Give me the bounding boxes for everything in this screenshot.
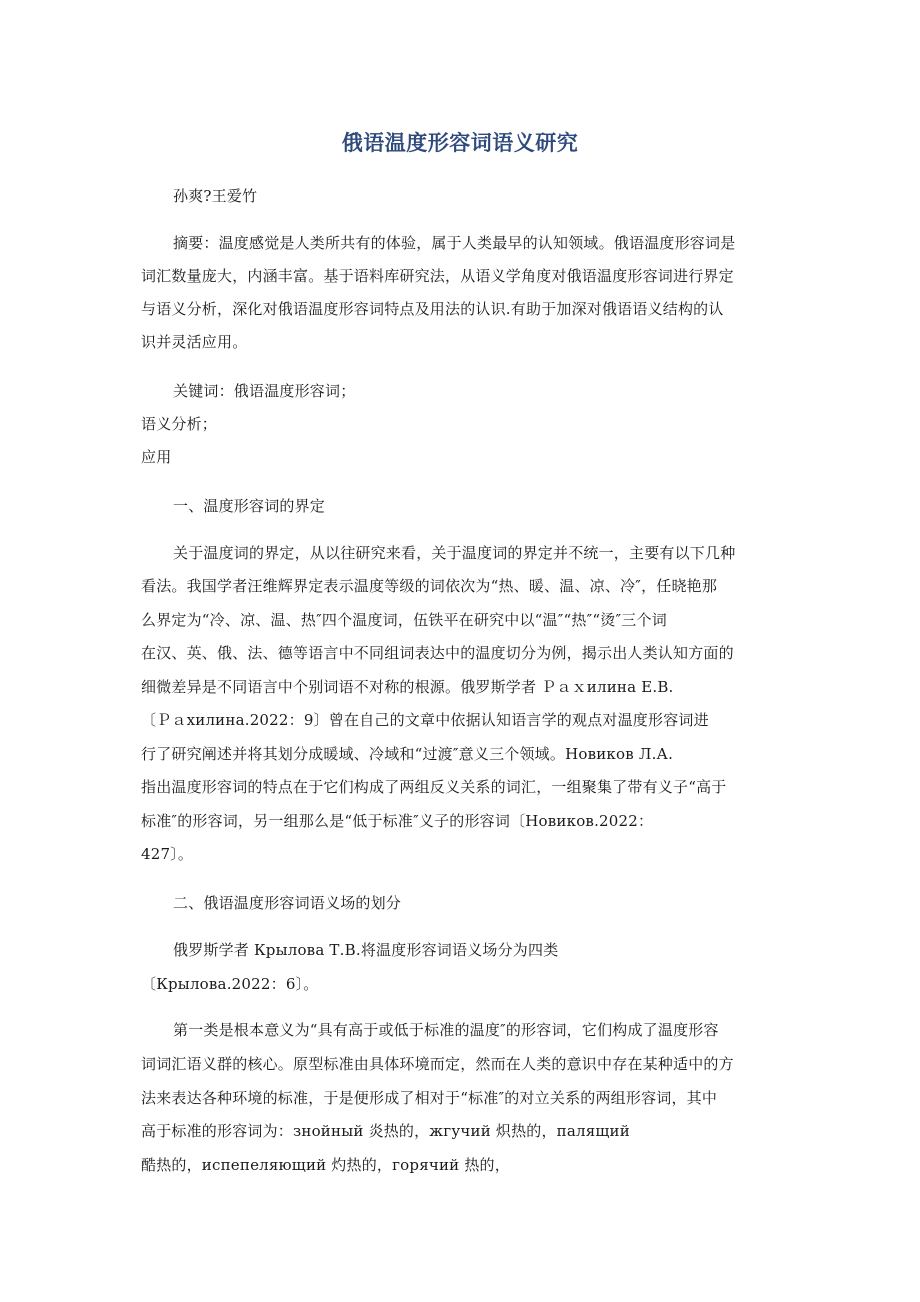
abstract-line: 词汇数量庞大，内涵丰富。基于语料库研究法，从语义学角度对俄语温度形容词进行界定	[141, 267, 734, 285]
paragraph-line: 看法。我国学者汪维辉界定表示温度等级的词依次为“热、暖、温、凉、冷″，任晓艳那	[141, 577, 718, 595]
paragraph-line: 法来表达各种环境的标准，于是便形成了相对于“标准″的对立关系的两组形容词，其中	[141, 1089, 718, 1107]
authors: 孙爽?王爱竹	[173, 187, 258, 205]
paragraph-line: 〔Крылова.2022：6〕。	[141, 975, 319, 993]
keywords-line: 语义分析；	[141, 415, 218, 433]
document-title: 俄语温度形容词语义研究	[341, 131, 579, 155]
paragraph-line: 〔Ｐａхилина.2022：9〕曾在自己的文章中依据认知语言学的观点对温度形容词进	[141, 711, 709, 729]
paragraph-line: 高于标准的形容词为：знойный 炎热的，жгучий 炽热的，палящий	[141, 1122, 630, 1140]
section-1-heading: 一、温度形容词的界定	[173, 497, 326, 515]
paragraph-line: 俄罗斯学者 Крылова Т.В.将温度形容词语义场分为四类	[173, 941, 559, 959]
paragraph-line: 词词汇语义群的核心。原型标准由具体环境而定，然而在人类的意识中存在某种适中的方	[141, 1055, 734, 1073]
abstract-line: 与语义分析，深化对俄语温度形容词特点及用法的认识.有助于加深对俄语语义结构的认	[141, 300, 724, 318]
section-2-heading: 二、俄语温度形容词语义场的划分	[173, 894, 402, 912]
paragraph-line: 427〕。	[141, 845, 194, 863]
paragraph-line: 行了研究阐述并将其划分成暖域、冷域和“过渡″意义三个领域。Новиков Л.А.	[141, 745, 674, 763]
abstract-line: 识并灵活应用。	[141, 333, 248, 351]
abstract-line: 摘要：温度感觉是人类所共有的体验，属于人类最早的认知领域。俄语温度形容词是	[173, 234, 736, 252]
keywords-line: 应用	[141, 448, 172, 466]
paragraph-line: 酷热的，испепеляющий 灼热的，горячий 热的，	[141, 1156, 510, 1174]
paragraph-line: 么界定为“冷、凉、温、热″四个温度词，伍铁平在研究中以“温″“热″“烫″三个词	[141, 611, 667, 629]
paragraph-line: 标准″的形容词，另一组那么是“低于标准″义子的形容词〔Новиков.2022：	[141, 812, 654, 830]
paragraph-line: 在汉、英、俄、法、德等语言中不同组词表达中的温度切分为例，揭示出人类认知方面的	[141, 644, 734, 662]
paragraph-line: 第一类是根本意义为“具有高于或低于标准的温度″的形容词，它们构成了温度形容	[173, 1021, 719, 1039]
paragraph-line: 指出温度形容词的特点在于它们构成了两组反义关系的词汇，一组聚集了带有义子“高于	[141, 778, 727, 796]
paragraph-line: 细微差异是不同语言中个别词语不对称的根源。俄罗斯学者 Ｐａｘилина Е.В.	[141, 678, 674, 696]
paragraph-line: 关于温度词的界定，从以往研究来看，关于温度词的界定并不统一，主要有以下几种	[173, 544, 736, 562]
keywords-line: 关键词：俄语温度形容词；	[173, 382, 356, 400]
